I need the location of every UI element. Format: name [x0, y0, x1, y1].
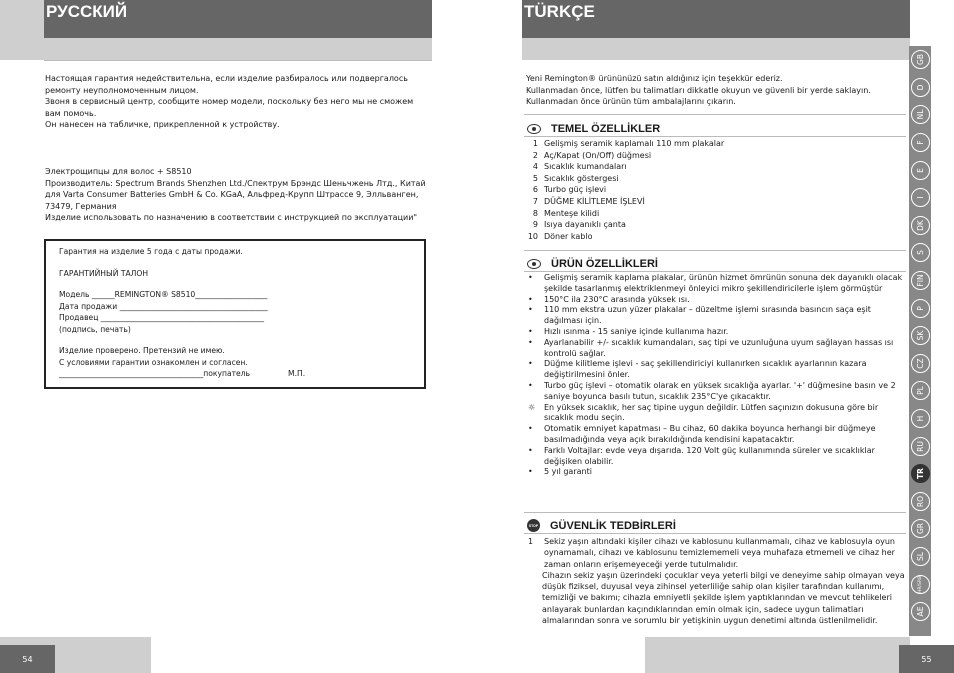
list-item: • 5 yıl garanti — [528, 467, 592, 477]
language-tab-label: NL — [911, 105, 930, 124]
signature-note: (подпись, печать) — [59, 324, 131, 334]
seller-field: Продавец ___________________________________________ — [59, 313, 265, 322]
text-line: вам помочь. — [45, 108, 97, 118]
language-tab-fin[interactable] — [909, 267, 931, 295]
language-tab-ro[interactable] — [909, 488, 931, 516]
divider — [524, 533, 906, 534]
language-tab-i[interactable] — [909, 184, 931, 212]
text-line: 73479, Германия — [45, 201, 117, 211]
list-item: • Gelişmiş seramik kaplama plakalar, ürünün hizmet ömrünün sonuna dek dayanıklı olacak şekilde tasarlanmış elektriklenmeyi önleyici mikro şekillendiricilerle işlem görmüştür — [528, 273, 903, 293]
text-line: Kullanmadan önce ürünün tüm ambalajlarını çıkarın. — [526, 97, 736, 106]
language-tab-label: RO — [911, 492, 930, 511]
stop-icon: STOP — [527, 519, 540, 532]
text-line: для Varta Consumer Batteries GmbH & Co. KGaA, Альфред-Крупп Штрассе 9, Элльванген, — [45, 190, 419, 199]
stamp-label: М.П. — [288, 369, 306, 378]
text-line: Настоящая гарантия недействительна, если изделие разбиралось или подвергалось — [45, 74, 408, 83]
text-line: Изделие использовать по назначению в соответствии с инструкцией по эксплуатации" — [45, 213, 418, 222]
features-header — [527, 122, 660, 135]
page-number-left: 54 — [0, 645, 55, 673]
language-tab-label: GR — [911, 519, 930, 538]
language-tab-p[interactable] — [909, 294, 931, 322]
language-tab-gb[interactable] — [909, 46, 931, 74]
list-item: • Ayarlanabilir +/- sıcaklık kumandaları, saç tipi ve uzunluğuna uyum sağlayan hassas ısı kontrolü sağlar. — [528, 337, 894, 358]
product-features-list — [528, 273, 912, 478]
language-tab-pl[interactable] — [909, 377, 931, 405]
language-tab-d[interactable] — [909, 74, 931, 102]
text-line: Yeni Remington® ürününüzü satın aldığınız için teşekkür ederiz. — [526, 74, 783, 83]
language-tab-label: F — [911, 133, 930, 152]
text-line: ремонту неуполномоченным лицом. — [45, 85, 199, 95]
list-item: • Farklı Voltajlar: evde veya dışarıda. 120 Volt güç kullanımında süreler ve sıcaklıklar değişiken olabilir. — [528, 445, 875, 466]
safety-header — [527, 519, 676, 532]
language-tab-label: DK — [911, 216, 930, 235]
language-tab-label: TR — [911, 464, 930, 483]
model-field: Модель ______REMINGTON® S8510___________________ — [59, 290, 268, 299]
language-tab-f[interactable] — [909, 129, 931, 157]
text-line: Он нанесен на табличке, прикрепленной к устройству. — [45, 120, 280, 129]
eye-icon — [527, 259, 541, 269]
text-line: Электрощипцы для волос + S8510 — [45, 167, 192, 176]
divider — [524, 271, 906, 272]
language-tab-label: FIN — [911, 271, 930, 290]
list-item: 7 DÜĞME KİLİTLEME İŞLEVİ — [532, 196, 645, 206]
list-item: 5 Sıcaklık göstergesi — [532, 173, 619, 183]
text-line: Kullanmadan önce, lütfen bu talimatları dikkatle okuyun ve güvenli bir yerde saklayın. — [526, 85, 871, 95]
language-tab-label: D — [911, 78, 930, 97]
sun-icon: ☼ — [528, 402, 536, 412]
eye-icon — [527, 124, 541, 134]
list-item: • Turbo güç işlevi – otomatik olarak en yüksek sıcaklığa ayarlar. '+' düğmesine basın ve 2 saniye boyunca basılı tutun, sıcaklık 235°C'ye çıkacaktır. — [528, 380, 896, 401]
language-tab-label: I — [911, 188, 930, 207]
list-item: ☼ En yüksek sıcaklık, her saç tipine uygun değildir. Lütfen saçınızın dokusuna göre bir sıcaklık modu seçin. — [528, 402, 879, 423]
checked-line: Изделие проверено. Претензий не имею. — [59, 346, 225, 355]
divider — [44, 60, 432, 61]
language-tab-label: P — [911, 299, 930, 318]
divider — [524, 250, 906, 251]
language-tab-sk[interactable] — [909, 322, 931, 350]
language-tab-ae[interactable] — [909, 598, 931, 626]
features-title: TEMEL ÖZELLİKLER — [551, 122, 661, 135]
list-item: 9 Isıya dayanıklı çanta — [532, 220, 626, 230]
list-item: 8 Menteşe kilidi — [532, 208, 600, 218]
list-item: 2 Aç/Kapat (On/Off) düğmesi — [532, 150, 652, 160]
language-tab-hr-srb[interactable] — [909, 570, 931, 598]
buyer-signature: ______________________________________покупатель — [59, 369, 251, 378]
language-tab-label: CZ — [911, 354, 930, 373]
list-item: • Hızlı ısınma - 15 saniye içinde kullanıma hazır. — [528, 326, 729, 336]
language-tab-dk[interactable] — [909, 212, 931, 240]
text-line: Звоня в сервисный центр, сообщите номер модели, поскольку без него мы не сможем — [45, 97, 414, 106]
list-item: • 150°C ila 230°C arasında yüksek ısı. — [528, 294, 690, 304]
list-item: 1 Gelişmiş seramik kaplamalı 110 mm plakalar — [532, 139, 725, 148]
language-tab-label: AE — [911, 602, 930, 621]
right-page-title: TÜRKÇE — [522, 0, 910, 38]
language-tab-cz[interactable] — [909, 350, 931, 378]
language-tab-label: RU — [911, 437, 930, 456]
text-line: Производитель: Spectrum Brands Shenzhen Ltd./Спектрум Брэндс Шеньчжень Лтд., Китай — [45, 178, 426, 188]
list-item: 10 Döner kablo — [527, 231, 593, 241]
language-tab-label: SL — [911, 547, 930, 566]
language-tab-label: PL — [911, 381, 930, 400]
divider — [524, 512, 906, 513]
language-tab-s[interactable] — [909, 239, 931, 267]
language-tab-h[interactable] — [909, 405, 931, 433]
safety-title: GÜVENLİK TEDBİRLERİ — [550, 519, 676, 532]
left-page-title: РУССКИЙ — [44, 0, 432, 38]
sale-date-field: Дата продажи _______________________________________ — [59, 301, 268, 311]
language-tab-e[interactable] — [909, 156, 931, 184]
list-item: • Düğme kilitleme işlevi - saç şekillendiriciyi kullanırken sıcaklık ayarlarının kazara değiştirilmesini önler. — [528, 359, 867, 380]
language-tab-label: GB — [911, 50, 930, 69]
language-tab-nl[interactable] — [909, 101, 931, 129]
features-list — [524, 138, 724, 242]
right-footer-band — [645, 637, 910, 673]
language-tab-label: SK — [911, 326, 930, 345]
list-item: 6 Turbo güç işlevi — [532, 185, 607, 195]
buyer-line — [59, 368, 411, 380]
language-tab-label: H — [911, 409, 930, 428]
list-item: • 110 mm ekstra uzun yüzer plakalar – düzeltme işlemi sırasında basıncın saça eşit dağılması için. — [528, 305, 871, 326]
list-item: • Otomatik emniyet kapatması – Bu cihaz, 60 dakika boyunca herhangi bir düğmeye basılmadığında veya açık bırakıldığında kendisini kapatacaktır. — [528, 424, 876, 444]
product-info — [45, 166, 426, 224]
warranty-card — [44, 239, 426, 389]
agree-line: С условиями гарантии ознакомлен и согласен. — [59, 357, 248, 367]
language-tab-sl[interactable] — [909, 543, 931, 571]
right-intro — [526, 73, 871, 108]
divider — [524, 136, 906, 137]
product-features-title: ÜRÜN ÖZELLİKLERİ — [551, 257, 658, 270]
warranty-line: Гарантия на изделие 5 года с даты продажи. — [59, 247, 243, 256]
language-tab-ru[interactable] — [909, 432, 931, 460]
language-tab-tr[interactable] — [909, 460, 931, 488]
warranty-title: ГАРАНТИЙНЫЙ ТАЛОН — [59, 268, 149, 278]
language-tab-gr[interactable] — [909, 515, 931, 543]
page-number-right: 55 — [899, 645, 954, 673]
list-item: Cihazın sekiz yaşın üzerindeki çocuklar veya yeterli bilgi ve deneyime sahip olmayan veya düşük fiziksel, duyusal veya zihinsel yeterliliğe sahip olan kişiler tarafından kullanımı, temizliği ve bakımı; cihazla emniyetli şekilde işlem yaptıklarından ve mevcut tehlikeleri anlayarak bunlardan kaçındıklarından emin olmak için, sadece uygun talimatları almalarından sonra ve sorumlu bir yetişkinin uygun denetimi altında üstlenilmelidir. — [542, 570, 905, 626]
left-intro — [45, 73, 413, 131]
language-tabs — [909, 46, 931, 625]
list-item: 1 Sekiz yaşın altındaki kişiler cihazı ve kablosunu kullanmamalı, cihaz ve kablosuyla oyun oynamamalı, cihazı ve kablosunu temizlememeli veya muhafaza etmemeli ve cihaz her zaman onların erişemeyeceği yerde tutulmalıdır. — [528, 537, 895, 569]
product-features-header — [527, 257, 658, 270]
safety-list — [528, 536, 912, 626]
list-item: 4 Sıcaklık kumandaları — [532, 162, 627, 172]
language-tab-label: E — [911, 161, 930, 180]
language-tab-label: HR/SRB — [911, 575, 930, 594]
divider — [524, 114, 906, 115]
language-tab-label: S — [911, 243, 930, 262]
